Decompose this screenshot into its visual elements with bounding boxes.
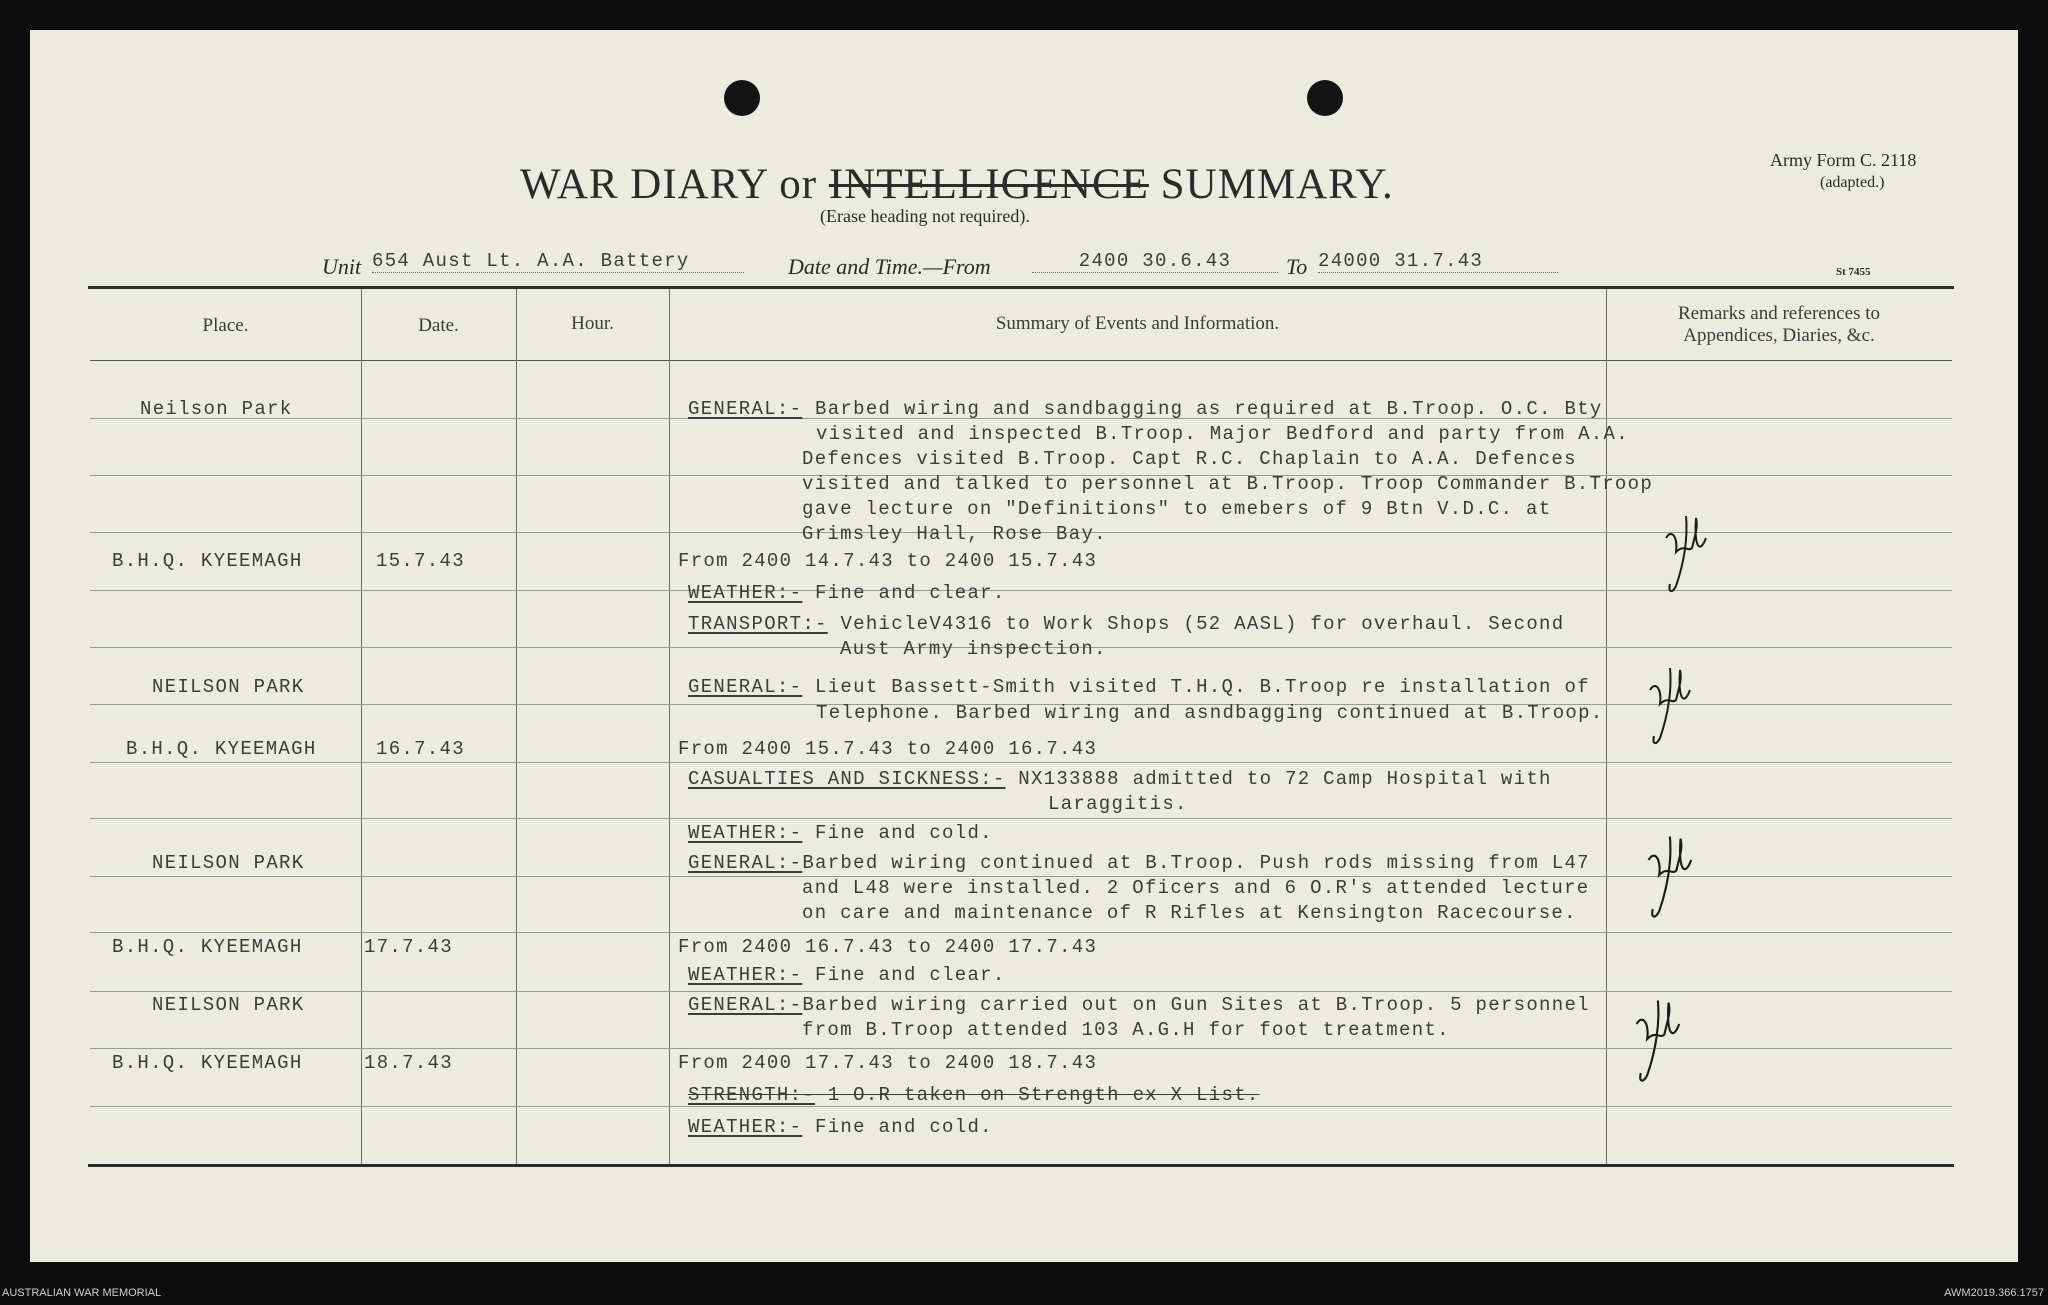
summary-line: visited and inspected B.Troop. Major Bedford and party from A.A. bbox=[816, 423, 1629, 445]
rule-line bbox=[90, 1106, 1952, 1107]
place-cell: Neilson Park bbox=[140, 398, 293, 420]
summary-line: gave lecture on "Definitions" to emebers of 9 Btn V.D.C. at bbox=[802, 498, 1552, 520]
col-divider-hour bbox=[669, 289, 670, 1164]
date-to-value: 24000 31.7.43 bbox=[1318, 250, 1558, 273]
punch-hole-left bbox=[724, 80, 760, 116]
punch-hole-right bbox=[1307, 80, 1343, 116]
summary-line: WEATHER:- Fine and clear. bbox=[688, 582, 1006, 604]
col-header-hour: Hour. bbox=[571, 313, 614, 334]
date-cell: 15.7.43 bbox=[376, 550, 465, 572]
rule-line bbox=[90, 932, 1952, 933]
signature-initials bbox=[1658, 508, 1718, 598]
summary-line: From 2400 15.7.43 to 2400 16.7.43 bbox=[678, 738, 1098, 760]
summary-line: WEATHER:- Fine and cold. bbox=[688, 822, 993, 844]
struck-heading: INTELLIGENCE bbox=[828, 161, 1149, 208]
footer-accession-number: AWM2019.366.1757 bbox=[1944, 1287, 2044, 1299]
summary-line: GENERAL:- Lieut Bassett-Smith visited T.H.Q. B.Troop re installation of bbox=[688, 676, 1590, 698]
summary-line: Grimsley Hall, Rose Bay. bbox=[802, 523, 1107, 545]
date-cell: 17.7.43 bbox=[364, 936, 453, 958]
date-cell: 18.7.43 bbox=[364, 1052, 453, 1074]
summary-line: CASUALTIES AND SICKNESS:- NX133888 admitted to 72 Camp Hospital with bbox=[688, 768, 1552, 790]
summary-line: on care and maintenance of R Rifles at Kensington Racecourse. bbox=[802, 902, 1577, 924]
unit-label: Unit bbox=[322, 254, 362, 279]
col-header-date: Date. bbox=[418, 315, 459, 336]
summary-line: from B.Troop attended 103 A.G.H for foot treatment. bbox=[802, 1019, 1450, 1041]
summary-line: GENERAL:-Barbed wiring continued at B.Troop. Push rods missing from L47 bbox=[688, 852, 1590, 874]
col-header-remarks-1: Remarks and references to bbox=[1677, 303, 1881, 324]
header-rule bbox=[90, 360, 1952, 361]
signature-initials bbox=[1640, 826, 1704, 926]
erase-note: (Erase heading not required). bbox=[820, 206, 1030, 226]
form-adapted: (adapted.) bbox=[1820, 174, 1885, 191]
date-from-value: 2400 30.6.43 bbox=[1032, 250, 1278, 273]
summary-line: From 2400 14.7.43 to 2400 15.7.43 bbox=[678, 550, 1098, 572]
col-header-place: Place. bbox=[202, 315, 249, 336]
col-header-remarks-2: Appendices, Diaries, &c. bbox=[1683, 325, 1875, 346]
signature-initials bbox=[1642, 660, 1702, 750]
col-header-summary: Summary of Events and Information. bbox=[995, 313, 1280, 334]
summary-line: Defences visited B.Troop. Capt R.C. Chaplain to A.A. Defences bbox=[802, 448, 1577, 470]
summary-line: GENERAL:- Barbed wiring and sandbagging as required at B.Troop. O.C. Bty bbox=[688, 398, 1603, 420]
rule-line bbox=[90, 818, 1952, 819]
place-cell: B.H.Q. KYEEMAGH bbox=[112, 936, 303, 958]
summary-line: Aust Army inspection. bbox=[840, 638, 1107, 660]
page-title: WAR DIARY or INTELLIGENCE SUMMARY. bbox=[520, 161, 1394, 208]
stock-number: St 7455 bbox=[1836, 266, 1871, 278]
summary-line: STRENGTH:- 1 O.R taken on Strength ex X List. bbox=[688, 1084, 1260, 1106]
summary-line: WEATHER:- Fine and cold. bbox=[688, 1116, 993, 1138]
summary-line: and L48 were installed. 2 Oficers and 6 O.R's attended lecture bbox=[802, 877, 1590, 899]
form-number: Army Form C. 2118 bbox=[1770, 150, 1917, 170]
diary-page bbox=[30, 30, 2018, 1262]
col-divider-place bbox=[361, 289, 362, 1164]
summary-line: Telephone. Barbed wiring and asndbagging continued at B.Troop. bbox=[816, 702, 1604, 724]
place-cell: B.H.Q. KYEEMAGH bbox=[112, 1052, 303, 1074]
summary-line: Laraggitis. bbox=[1048, 793, 1188, 815]
table-bottom-rule bbox=[88, 1164, 1954, 1167]
summary-line: GENERAL:-Barbed wiring carried out on Gun Sites at B.Troop. 5 personnel bbox=[688, 994, 1590, 1016]
rule-line bbox=[90, 762, 1952, 763]
place-cell: NEILSON PARK bbox=[152, 676, 305, 698]
summary-line: WEATHER:- Fine and clear. bbox=[688, 964, 1006, 986]
summary-line: TRANSPORT:- VehicleV4316 to Work Shops (52 AASL) for overhaul. Second bbox=[688, 613, 1565, 635]
col-divider-date bbox=[516, 289, 517, 1164]
place-cell: NEILSON PARK bbox=[152, 994, 305, 1016]
place-cell: NEILSON PARK bbox=[152, 852, 305, 874]
summary-line: visited and talked to personnel at B.Troop. Troop Commander B.Troop bbox=[802, 473, 1654, 495]
unit-value: 654 Aust Lt. A.A. Battery bbox=[372, 250, 744, 273]
col-divider-summary bbox=[1606, 289, 1607, 1164]
summary-line: From 2400 17.7.43 to 2400 18.7.43 bbox=[678, 1052, 1098, 1074]
signature-initials bbox=[1628, 990, 1692, 1090]
table-top-rule bbox=[88, 286, 1954, 289]
date-cell: 16.7.43 bbox=[376, 738, 465, 760]
date-time-label: Date and Time.—From bbox=[788, 254, 991, 279]
place-cell: B.H.Q. KYEEMAGH bbox=[112, 550, 303, 572]
footer-credit: AUSTRALIAN WAR MEMORIAL bbox=[2, 1287, 162, 1299]
place-cell: B.H.Q. KYEEMAGH bbox=[126, 738, 317, 760]
to-label: To bbox=[1286, 254, 1308, 279]
summary-line: From 2400 16.7.43 to 2400 17.7.43 bbox=[678, 936, 1098, 958]
